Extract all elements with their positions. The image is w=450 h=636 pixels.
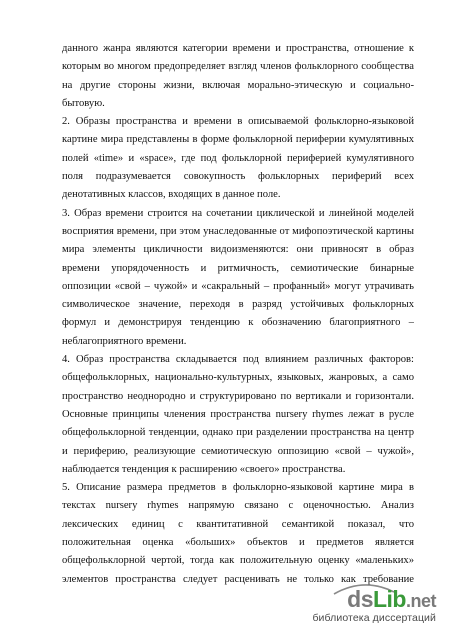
text-line: денотативных классов, входящих в данное поле.	[62, 189, 281, 201]
text-line: общефольклорной чертой, тогда как положительную оценку «маленьких»	[62, 555, 414, 567]
text-line: формул и демонстрируя тенденцию к обозначению благоприятного –	[62, 317, 414, 329]
document-body	[62, 40, 414, 589]
dslib-watermark	[304, 587, 436, 627]
text-line: которым во многом предопределяет взгляд членов фольклорного сообщества	[62, 61, 414, 73]
text-line: данного жанра являются категории времени и пространства, отношение к	[62, 43, 414, 54]
text-line: бытовую.	[62, 97, 105, 109]
text-line: положительная оценка «больших» объектов и предметов является	[62, 537, 414, 549]
text-line: оппозиции «свой – чужой» и «сакральный – профанный» могут утрачивать	[62, 280, 414, 292]
text-line: восприятия времени, при этом унаследованные от мифопоэтической картины	[62, 225, 414, 237]
watermark-logo-net: .net	[405, 591, 436, 611]
text-line: на другие стороны жизни, включая морально-этическую и социально-	[62, 79, 414, 91]
watermark-logo-ds: ds	[347, 586, 373, 612]
text-line: 5. Описание размера предметов в фольклорно-языковой картине мира в	[62, 482, 414, 494]
text-line: 4. Образ пространства складывается под влиянием различных факторов:	[62, 354, 414, 366]
text-line: неблагоприятного времени.	[62, 335, 187, 347]
watermark-logo	[347, 587, 436, 613]
text-line: 3. Образ времени строится на сочетании циклической и линейной моделей	[62, 207, 414, 219]
text-line: символическое значение, переходя в разряд устойчивых фольклорных	[62, 299, 414, 311]
text-line: 2. Образы пространства и времени в описываемой фольклорно-языковой	[62, 116, 414, 128]
text-line: и периферию, реализующие семиотическую оппозицию «свой – чужой»,	[62, 445, 414, 457]
text-line: общефольклорной тенденции, однако при разделении пространства на центр	[62, 427, 414, 439]
text-line: картине мира представлены в форме фольклорной периферии кумулятивных	[62, 134, 414, 146]
text-line: времени упорядоченность и ритмичность, семиотические бинарные	[62, 262, 414, 274]
text-line: наблюдается тенденция к расширению «своего» пространства.	[62, 463, 346, 475]
watermark-subtitle: библиотека диссертаций	[312, 612, 436, 624]
text-line: лексических единиц с квантитативной семантикой показал, что	[62, 518, 414, 530]
text-line: Основные принципы членения пространства nursery rhymes лежат в русле	[62, 408, 414, 420]
text-line: поля подразумевается совокупность фольклорных периферий всех	[62, 171, 414, 183]
text-line: общефольклорных, национально-культурных, языковых, жанровых, а само	[62, 372, 414, 384]
text-line: мира элементы цикличности видоизменяются: они привносят в образ	[62, 244, 414, 256]
text-line: элементов пространства следует расценивать не только как требование	[62, 573, 414, 585]
text-line: пространство неоднородно и структурировано по вертикали и горизонтали.	[62, 390, 414, 402]
watermark-logo-lib: Lib	[372, 586, 406, 612]
text-line: полей «time» и «space», где под фольклорной периферией кумулятивного	[62, 152, 414, 164]
text-line: текстах nursery rhymes напрямую связано с оценочностью. Анализ	[62, 500, 414, 512]
